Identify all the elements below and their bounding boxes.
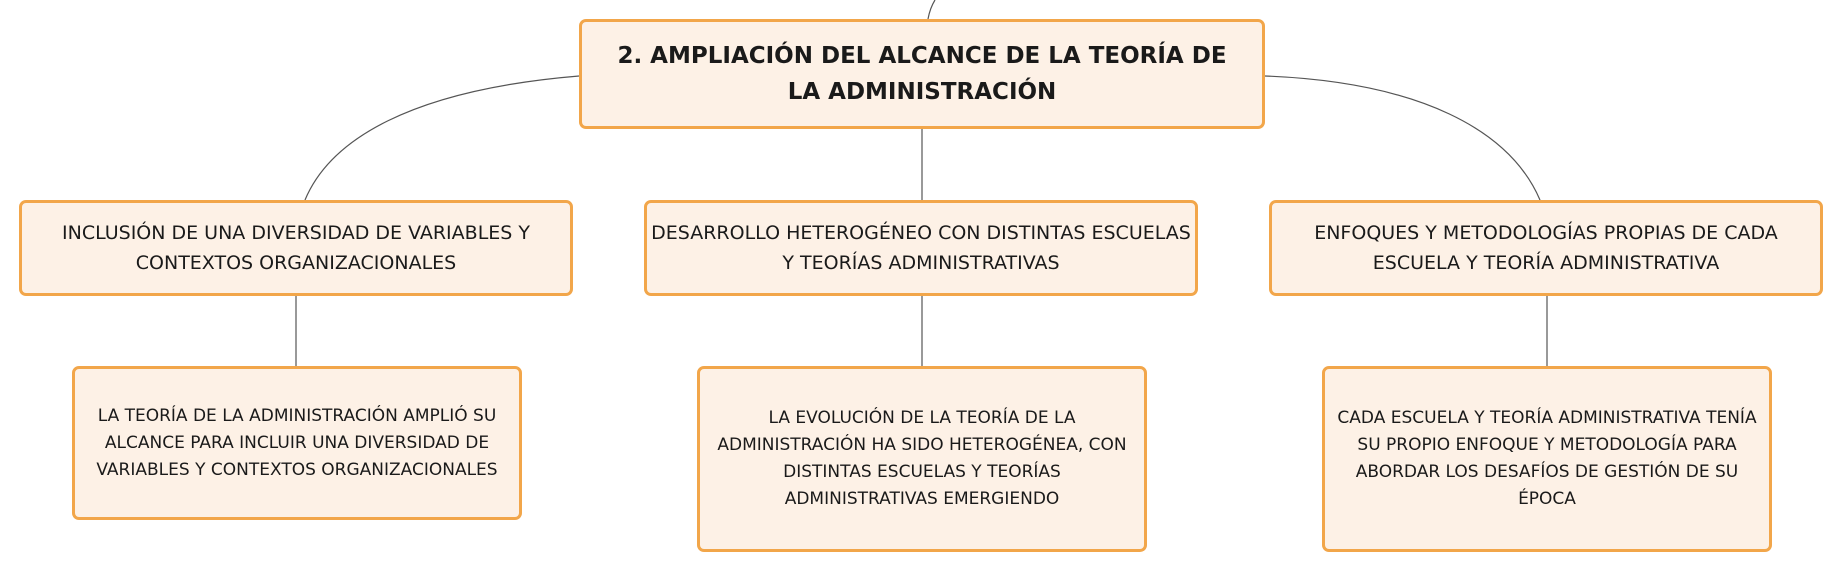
branch-node-enfoques-metodologias[interactable] [1269, 200, 1823, 296]
detail-node-desarrollo-heterogeneo[interactable] [697, 366, 1147, 552]
connector-root-to-branch-3 [1265, 76, 1540, 200]
detail-node-text: LA EVOLUCIÓN DE LA TEORÍA DE LA ADMINISTRACIÓN HA SIDO HETEROGÉNEA, CON DISTINTAS ESCUELAS Y TEORÍAS ADMINISTRATIVAS EMERGIENDO [717, 408, 1127, 509]
branch-node-label: ENFOQUES Y METODOLOGÍAS PROPIAS DE CADA ESCUELA Y TEORÍA ADMINISTRATIVA [1314, 222, 1778, 274]
detail-node-text: CADA ESCUELA Y TEORÍA ADMINISTRATIVA TENÍA SU PROPIO ENFOQUE Y METODOLOGÍA PARA ABORDAR LOS DESAFÍOS DE GESTIÓN DE SU ÉPOCA [1337, 408, 1757, 509]
detail-node-text: LA TEORÍA DE LA ADMINISTRACIÓN AMPLIÓ SU ALCANCE PARA INCLUIR UNA DIVERSIDAD DE VARIABLES Y CONTEXTOS ORGANIZACIONALES [96, 405, 498, 480]
root-node[interactable] [579, 19, 1265, 129]
detail-node-enfoques-metodologias[interactable] [1322, 366, 1772, 552]
connector-root-to-branch-1 [305, 76, 579, 200]
root-node-title: 2. AMPLIACIÓN DEL ALCANCE DE LA TEORÍA DE LA ADMINISTRACIÓN [617, 43, 1227, 105]
branch-node-variables-contextos[interactable] [19, 200, 573, 296]
branch-node-label: INCLUSIÓN DE UNA DIVERSIDAD DE VARIABLES Y CONTEXTOS ORGANIZACIONALES [62, 222, 530, 274]
connector-parent-to-root [928, 0, 935, 19]
branch-node-label: DESARROLLO HETEROGÉNEO CON DISTINTAS ESCUELAS Y TEORÍAS ADMINISTRATIVAS [651, 222, 1191, 274]
detail-node-variables-contextos[interactable] [72, 366, 522, 520]
branch-node-desarrollo-heterogeneo[interactable] [644, 200, 1198, 296]
